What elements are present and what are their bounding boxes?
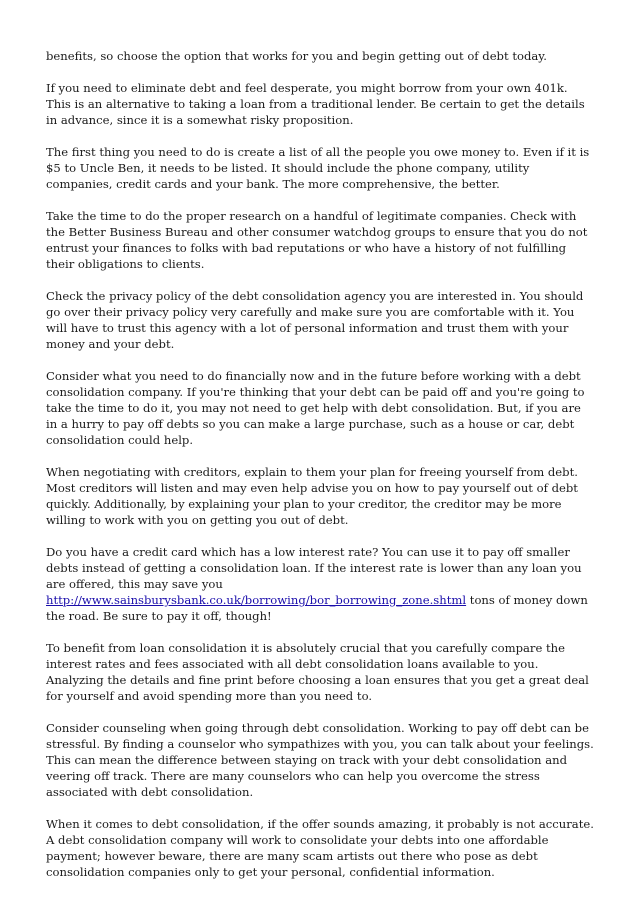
paragraph-research-companies: Take the time to do the proper research on a handful of legitimate companies. Check with the Better Business Bureau and other consumer watchdog groups to ensure that you do not entrust your finances to folks with bad reputations or who have a history of not fulfilling their obligations to clients. [46,209,588,271]
paragraph-401k: If you need to eliminate debt and feel desperate, you might borrow from your own 401k. This is an alternative to taking a loan from a traditional lender. Be certain to get the details in advance, since it is a somewhat risky proposition. [46,81,585,127]
paragraph-privacy-policy: Check the privacy policy of the debt consolidation agency you are interested in. You should go over their privacy policy very carefully and make sure you are comfortable with it. You will have to trust this agency with a lot of personal information and trust them with your money and your debt. [46,289,584,351]
paragraph-counseling: Consider counseling when going through debt consolidation. Working to pay off debt can be stressful. By finding a counselor who sympathizes with you, you can talk about your feelings. This can mean the difference between staying on track with your debt consolidation and veering off track. There are many counselors who can help you overcome the stress associated with debt consolidation. [46,721,594,799]
paragraph-financial-planning: Consider what you need to do financially now and in the future before working with a debt consolidation company. If you're thinking that your debt can be paid off and you're going to take the time to do it, you may not need to get help with debt consolidation. But, if you are in a hurry to pay off debts so you can make a large purchase, such as a house or car, debt consolidation could help. [46,369,585,447]
paragraph-benefits: benefits, so choose the option that works for you and begin getting out of debt today. [46,49,547,63]
paragraph-scam-warning: When it comes to debt consolidation, if the offer sounds amazing, it probably is not accurate. A debt consolidation company will work to consolidate your debts into one affordable payment; however beware, there are many scam artists out there who pose as debt consolidation companies only to get your personal, confidential information. [46,817,594,879]
credit-card-text-before: Do you have a credit card which has a low interest rate? You can use it to pay off smaller debts instead of getting a consolidation loan. If the interest rate is lower than any loan you are offered, this may save you [46,545,582,591]
paragraph-creditor-list: The first thing you need to do is create a list of all the people you owe money to. Even if it is $5 to Uncle Ben, it needs to be listed. It should include the phone company, utility companies, credit cards and your bank. The more comprehensive, the better. [46,145,590,191]
sainsburys-bank-link[interactable]: http://www.sainsburysbank.co.uk/borrowing/bor_borrowing_zone.shtml [46,593,467,607]
credit-card-text-after: tons of money down the road. Be sure to pay it off, though! [46,593,588,623]
paragraph-negotiating: When negotiating with creditors, explain to them your plan for freeing yourself from debt. Most creditors will listen and may even help advise you on how to pay yourself out of debt quickly. Additionally, by explaining your plan to your creditor, the creditor may be more willing to work with you on getting you out of debt. [46,465,578,527]
paragraph-credit-card [46,544,594,624]
paragraph-compare-rates: To benefit from loan consolidation it is absolutely crucial that you carefully compare the interest rates and fees associated with all debt consolidation loans available to you. Analyzing the details and fine print before choosing a loan ensures that you get a great deal for yourself and avoid spending more than you need to. [46,641,589,703]
document-body [46,48,594,896]
